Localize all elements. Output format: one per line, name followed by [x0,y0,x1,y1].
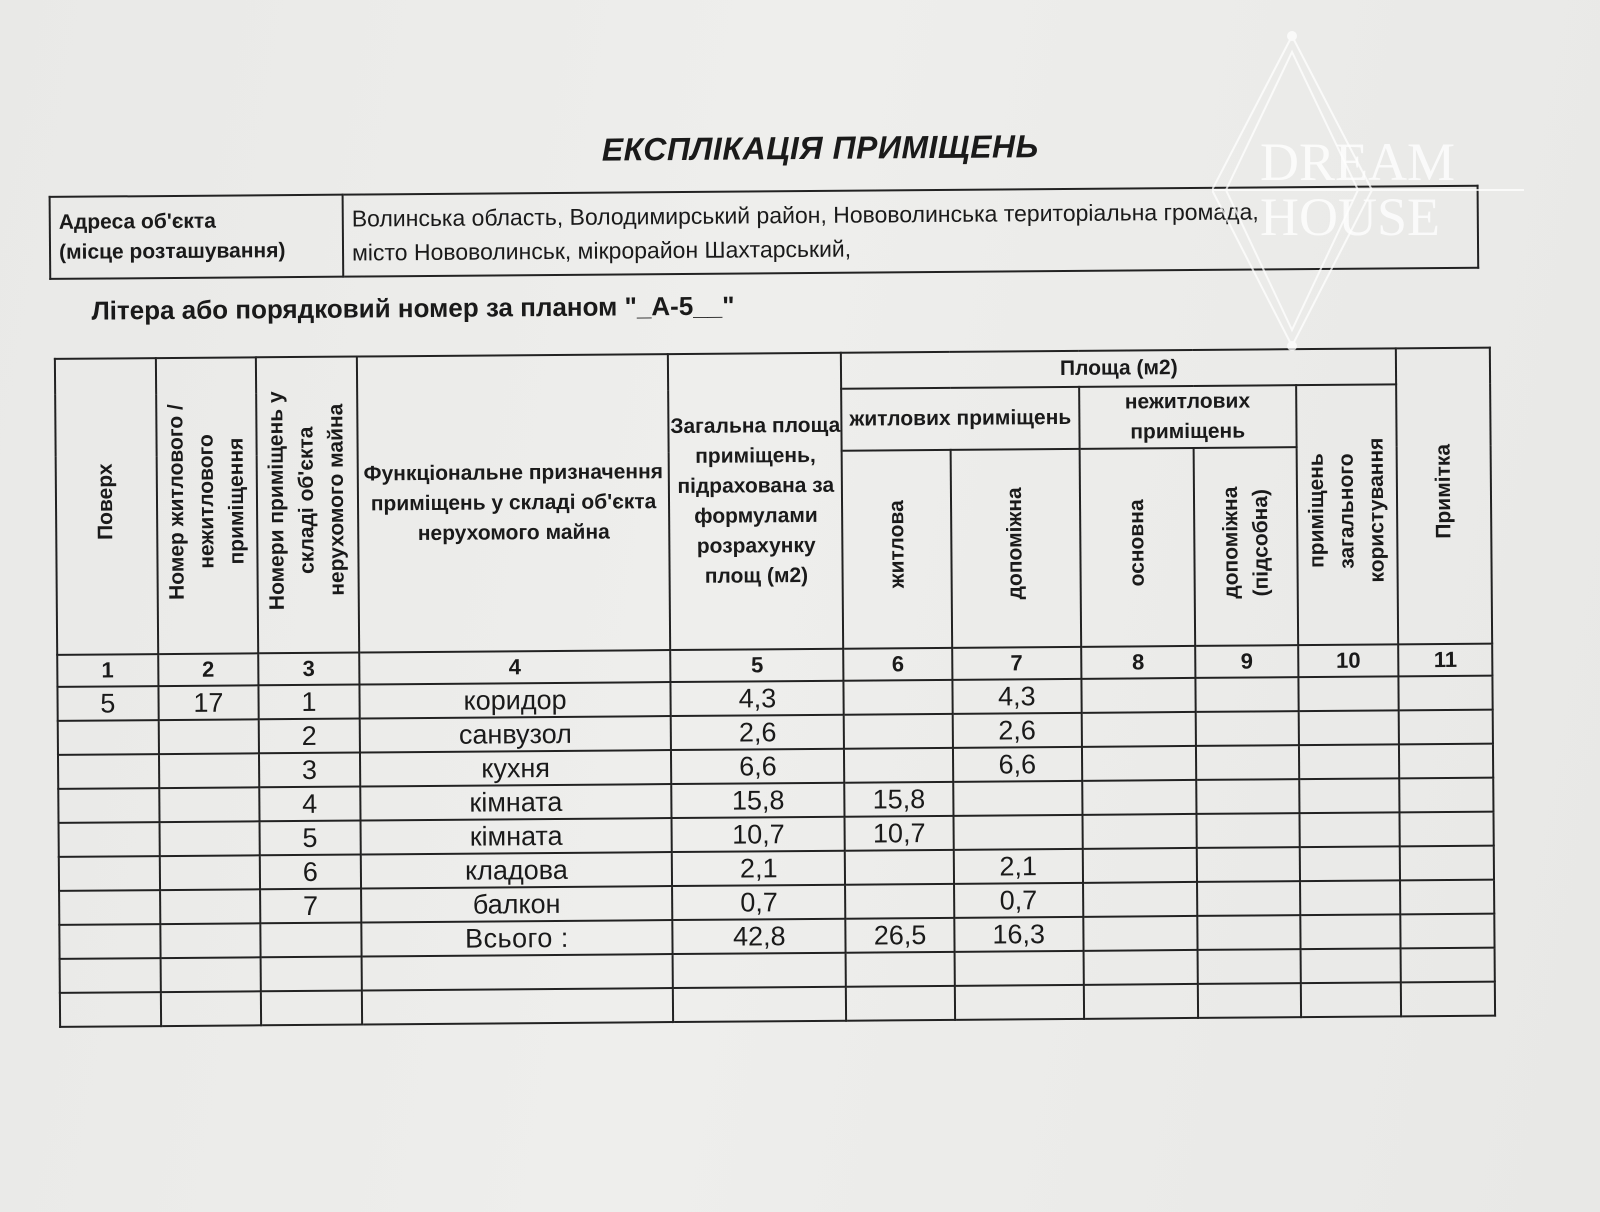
total-area-cell: 2,6 [671,715,844,750]
auxiliary-area-cell: 2,1 [954,849,1083,884]
column-number: 2 [158,653,259,686]
column-number: 7 [952,647,1081,680]
purpose-cell: коридор [359,682,671,718]
common-area-cell [1299,744,1400,779]
floor-cell [58,754,159,789]
common-area-cell [1299,778,1400,813]
note-cell [1399,744,1493,779]
common-area-cell [1298,710,1399,745]
main-area-cell [1082,780,1197,815]
watermark-line2: HOUSE [1260,187,1441,247]
floor-cell [59,822,160,857]
auxiliary-area-cell: 0,7 [954,883,1083,918]
auxiliary-area-cell [953,781,1082,816]
auxiliary-area-cell: 6,6 [953,747,1082,782]
room-number-cell: 3 [259,753,360,788]
total-label: Всього : [361,920,673,956]
watermark-line1: DREAM [1260,132,1456,192]
total-living-value: 26,5 [846,918,955,953]
column-number: 9 [1195,645,1298,678]
total-area-cell: 15,8 [672,783,845,818]
address-label-line2: (місце розташування) [58,239,286,264]
header-unit-number: Номер житлового / нежитлового приміщення [155,357,258,654]
floor-cell: 5 [57,686,158,721]
address-value-line2: місто Нововолинськ, мікрорайон Шахтарський, [351,235,852,266]
total-auxiliary-value: 16,3 [954,917,1083,952]
total-area-cell: 0,7 [672,885,845,920]
header-main: основна [1079,448,1195,647]
note-cell [1400,812,1494,847]
header-residential-group: житлових приміщень [841,387,1079,451]
main-area-cell [1083,882,1198,917]
purpose-cell: санвузол [359,716,671,752]
document-title: ЕКСПЛІКАЦІЯ ПРИМІЩЕНЬ [601,128,1039,168]
room-number-cell: 2 [259,719,360,754]
note-cell [1400,846,1494,881]
utility-area-cell [1196,779,1299,814]
header-utility: допоміжна (підсобна) [1194,447,1298,646]
auxiliary-area-cell: 2,6 [953,713,1082,748]
column-number: 3 [258,653,359,686]
header-total-area: Загальна площа приміщень, підрахована за формулами розрахунку площ (м2) [668,353,843,650]
unit-cell [159,787,260,822]
room-number-cell: 4 [259,787,360,822]
common-area-cell [1300,846,1401,881]
room-number-cell: 1 [259,685,360,720]
common-area-cell [1298,676,1399,711]
unit-cell [158,719,259,754]
room-number-cell: 7 [260,889,361,924]
purpose-cell: кухня [360,750,672,786]
living-area-cell: 10,7 [845,816,954,851]
plan-letter-line: Літера або порядковий номер за планом "_А-5__" [91,290,735,326]
living-area-cell: 15,8 [845,782,954,817]
auxiliary-area-cell: 4,3 [952,679,1081,714]
common-area-cell [1300,880,1401,915]
address-label-line1: Адреса об'єкта [58,209,216,234]
note-cell [1400,880,1494,915]
room-number-cell: 6 [260,855,361,890]
unit-cell [159,753,260,788]
total-area-cell: 10,7 [672,817,845,852]
living-area-cell [845,850,954,885]
header-nonresidential-group: нежитлових приміщень [1079,385,1297,449]
note-cell [1399,676,1493,711]
floor-cell [59,890,160,925]
header-note: Примітка [1396,348,1492,645]
unit-cell [159,855,260,890]
header-common-use: приміщень загального користування [1296,384,1399,645]
utility-area-cell [1196,711,1299,746]
purpose-cell: кімната [360,818,672,854]
address-table [49,185,1480,280]
utility-area-cell [1196,745,1299,780]
room-number-cell: 5 [260,821,361,856]
purpose-cell: кладова [360,852,672,888]
living-area-cell [844,680,953,715]
column-number: 11 [1399,644,1493,677]
header-auxiliary: допоміжна [951,449,1081,648]
document-sheet [40,108,1527,1060]
address-value-line1: Волинська область, Володимирський район, Нововолинська територіальна громада, [351,198,1259,232]
explication-table [54,347,1496,1028]
auxiliary-area-cell [953,815,1082,850]
total-area-value: 42,8 [673,919,846,954]
header-living: житлова [842,450,952,649]
floor-cell [58,720,159,755]
address-label [50,195,344,279]
unit-cell [160,889,261,924]
main-area-cell [1081,678,1196,713]
total-area-cell: 2,1 [672,851,845,886]
address-value [343,186,1479,277]
total-area-cell: 4,3 [671,681,844,716]
unit-cell: 17 [158,685,259,720]
unit-cell [159,821,260,856]
purpose-cell: балкон [361,886,673,922]
living-area-cell [844,748,953,783]
main-area-cell [1082,746,1197,781]
common-area-cell [1299,812,1400,847]
main-area-cell [1081,712,1196,747]
main-area-cell [1082,814,1197,849]
note-cell [1400,778,1494,813]
total-area-cell: 6,6 [671,749,844,784]
utility-area-cell [1197,881,1300,916]
header-purpose: Функціональне призначення приміщень у складі об'єкта нерухомого майна [357,354,671,652]
header-room-numbers: Номери приміщень у складі об'єкта нерухомого майна [256,357,359,654]
note-cell [1399,710,1493,745]
column-number: 8 [1081,646,1196,679]
living-area-cell [845,884,954,919]
column-number: 10 [1298,644,1399,677]
header-area-group: Площа (м2) [841,348,1396,388]
column-number: 4 [359,650,671,684]
column-number: 5 [671,649,844,682]
main-area-cell [1082,848,1197,883]
utility-area-cell [1197,813,1300,848]
utility-area-cell [1197,847,1300,882]
header-floor: Поверх [55,358,158,655]
column-number: 6 [844,648,953,681]
living-area-cell [844,714,953,749]
utility-area-cell [1196,677,1299,712]
floor-cell [58,788,159,823]
purpose-cell: кімната [360,784,672,820]
column-number: 1 [57,654,158,687]
floor-cell [59,856,160,891]
